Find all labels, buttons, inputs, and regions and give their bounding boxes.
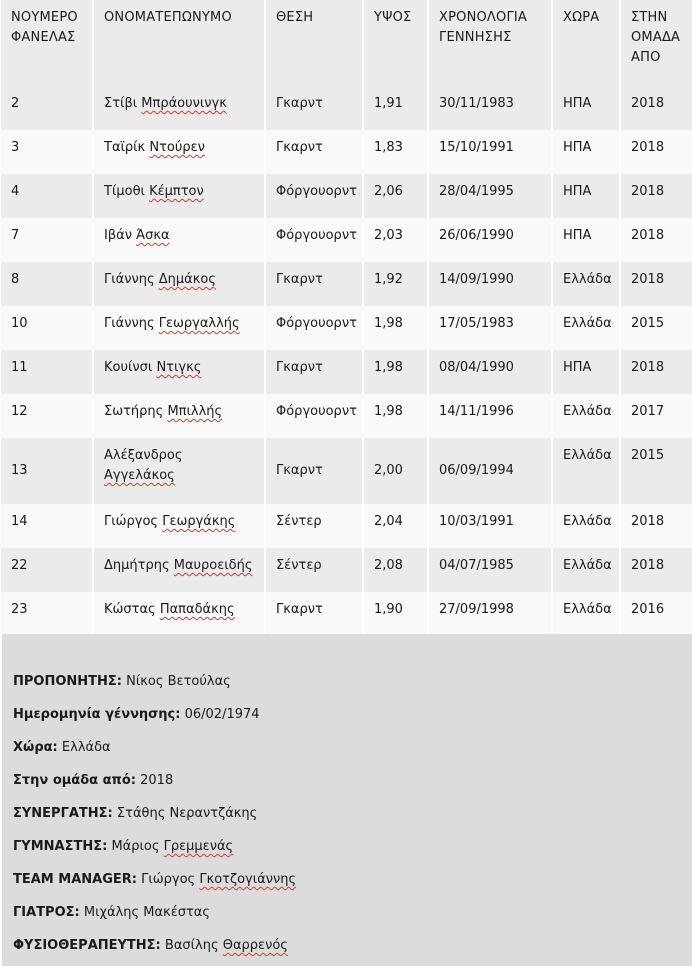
cell-number: 4 bbox=[1, 174, 92, 218]
table-row bbox=[1, 548, 692, 592]
player-first-name: Γιάννης bbox=[104, 316, 155, 331]
cell-position: Φόργουορντ bbox=[266, 394, 362, 438]
cell-birthdate: 14/11/1996 bbox=[429, 394, 551, 438]
table-row bbox=[1, 218, 692, 262]
player-first-name: Δημήτρης bbox=[104, 558, 170, 573]
player-last-name: Ντιγκς bbox=[156, 360, 202, 375]
cell-name bbox=[94, 438, 264, 504]
table-row bbox=[1, 504, 692, 548]
cell-country: Ελλάδα bbox=[553, 306, 619, 350]
player-last-name: Γεωργάκης bbox=[162, 514, 236, 529]
cell-country: ΗΠΑ bbox=[553, 350, 619, 394]
cell-height: 2,04 bbox=[364, 504, 427, 548]
cell-since: 2018 bbox=[621, 350, 692, 394]
cell-country: Ελλάδα bbox=[553, 504, 619, 548]
cell-since: 2017 bbox=[621, 394, 692, 438]
cell-position: Γκαρντ bbox=[266, 350, 362, 394]
cell-birthdate: 04/07/1985 bbox=[429, 548, 551, 592]
cell-position: Γκαρντ bbox=[266, 592, 362, 636]
player-first-name: Σωτήρης bbox=[104, 404, 164, 419]
staff-coach-country: Χώρα: Ελλάδα bbox=[13, 740, 111, 755]
player-last-name: Αγγελάκος bbox=[104, 468, 175, 483]
player-first-name: Κώστας bbox=[104, 602, 156, 617]
staff-panel bbox=[2, 634, 692, 966]
cell-birthdate: 26/06/1990 bbox=[429, 218, 551, 262]
cell-name bbox=[94, 218, 264, 262]
cell-name bbox=[94, 592, 264, 636]
staff-coach: ΠΡΟΠΟΝΗΤΗΣ: Νίκος Βετούλας bbox=[13, 674, 231, 689]
staff-coach-birthdate: Ημερομηνία γέννησης: 06/02/1974 bbox=[13, 707, 260, 722]
cell-position: Φόργουορντ bbox=[266, 218, 362, 262]
cell-birthdate: 28/04/1995 bbox=[429, 174, 551, 218]
header-row bbox=[1, 0, 692, 86]
player-first-name: Κουίνσι bbox=[104, 360, 153, 375]
staff-doctor: ΓΙΑΤΡΟΣ: Μιχάλης Μακέστας bbox=[13, 905, 210, 920]
cell-height: 1,98 bbox=[364, 350, 427, 394]
staff-physio: ΦΥΣΙΟΘΕΡΑΠΕΥΤΗΣ: Βασίλης Θαρρενός bbox=[13, 938, 288, 953]
cell-number: 23 bbox=[1, 592, 92, 636]
cell-country: Ελλάδα bbox=[553, 394, 619, 438]
player-first-name: Γιάννης bbox=[104, 272, 155, 287]
cell-position: Φόργουορντ bbox=[266, 306, 362, 350]
cell-since: 2018 bbox=[621, 86, 692, 130]
table-row bbox=[1, 394, 692, 438]
cell-name bbox=[94, 306, 264, 350]
header-name: ΟΝΟΜΑΤΕΠΩΝΥΜΟ bbox=[94, 0, 264, 86]
cell-height: 1,90 bbox=[364, 592, 427, 636]
player-first-name: Γιώργος bbox=[104, 514, 159, 529]
cell-country: ΗΠΑ bbox=[553, 218, 619, 262]
cell-number: 7 bbox=[1, 218, 92, 262]
table-row bbox=[1, 438, 692, 504]
cell-since: 2018 bbox=[621, 504, 692, 548]
cell-height: 1,98 bbox=[364, 394, 427, 438]
table-row bbox=[1, 86, 692, 130]
cell-number: 3 bbox=[1, 130, 92, 174]
cell-birthdate: 08/04/1990 bbox=[429, 350, 551, 394]
cell-height: 2,03 bbox=[364, 218, 427, 262]
cell-birthdate: 15/10/1991 bbox=[429, 130, 551, 174]
cell-birthdate: 10/03/1991 bbox=[429, 504, 551, 548]
cell-country: Ελλάδα bbox=[553, 438, 619, 504]
header-country: ΧΩΡΑ bbox=[553, 0, 619, 86]
player-last-name: Μαυροειδής bbox=[173, 558, 253, 573]
header-since: ΣΤΗΝ ΟΜΑΔΑ ΑΠΟ bbox=[621, 0, 692, 86]
cell-country: ΗΠΑ bbox=[553, 86, 619, 130]
cell-name bbox=[94, 130, 264, 174]
player-first-name: Ταϊρίκ bbox=[104, 140, 146, 155]
cell-since: 2015 bbox=[621, 306, 692, 350]
cell-number: 22 bbox=[1, 548, 92, 592]
cell-country: Ελλάδα bbox=[553, 262, 619, 306]
cell-since: 2018 bbox=[621, 262, 692, 306]
cell-position: Σέντερ bbox=[266, 504, 362, 548]
cell-height: 2,00 bbox=[364, 438, 427, 504]
cell-birthdate: 06/09/1994 bbox=[429, 438, 551, 504]
staff-coach-since: Στην ομάδα από: 2018 bbox=[13, 773, 174, 788]
player-last-name: Άσκα bbox=[136, 228, 170, 243]
cell-name bbox=[94, 262, 264, 306]
table-row bbox=[1, 306, 692, 350]
cell-birthdate: 14/09/1990 bbox=[429, 262, 551, 306]
cell-number: 10 bbox=[1, 306, 92, 350]
table-row bbox=[1, 130, 692, 174]
cell-number: 12 bbox=[1, 394, 92, 438]
cell-height: 1,83 bbox=[364, 130, 427, 174]
table-row bbox=[1, 262, 692, 306]
cell-number: 14 bbox=[1, 504, 92, 548]
cell-number: 13 bbox=[1, 438, 92, 504]
cell-position: Σέντερ bbox=[266, 548, 362, 592]
cell-name bbox=[94, 504, 264, 548]
cell-height: 1,91 bbox=[364, 86, 427, 130]
player-last-name: Παπαδάκης bbox=[159, 602, 235, 617]
cell-since: 2018 bbox=[621, 548, 692, 592]
cell-name bbox=[94, 350, 264, 394]
player-first-name: Στίβι bbox=[104, 96, 138, 111]
staff-trainer: ΓΥΜΝΑΣΤΗΣ: Μάριος Γρεμμενάς bbox=[13, 839, 234, 854]
cell-position: Γκαρντ bbox=[266, 130, 362, 174]
cell-name bbox=[94, 174, 264, 218]
cell-country: Ελλάδα bbox=[553, 548, 619, 592]
cell-position: Γκαρντ bbox=[266, 86, 362, 130]
cell-height: 1,92 bbox=[364, 262, 427, 306]
cell-since: 2018 bbox=[621, 174, 692, 218]
cell-since: 2018 bbox=[621, 218, 692, 262]
cell-position: Γκαρντ bbox=[266, 438, 362, 504]
player-last-name: Ντούρεν bbox=[149, 140, 205, 155]
table-row bbox=[1, 592, 692, 636]
cell-position: Φόργουορντ bbox=[266, 174, 362, 218]
player-last-name: Δημάκος bbox=[158, 272, 216, 287]
cell-height: 2,06 bbox=[364, 174, 427, 218]
cell-number: 8 bbox=[1, 262, 92, 306]
cell-number: 11 bbox=[1, 350, 92, 394]
staff-assistant: ΣΥΝΕΡΓΑΤΗΣ: Στάθης Νεραντζάκης bbox=[13, 806, 258, 821]
player-first-name: Ιβάν bbox=[104, 228, 132, 243]
cell-birthdate: 30/11/1983 bbox=[429, 86, 551, 130]
cell-since: 2015 bbox=[621, 438, 692, 504]
cell-since: 2018 bbox=[621, 130, 692, 174]
cell-number: 2 bbox=[1, 86, 92, 130]
player-last-name: Μπράουνινγκ bbox=[141, 96, 227, 111]
cell-country: ΗΠΑ bbox=[553, 174, 619, 218]
header-height: ΥΨΟΣ bbox=[364, 0, 427, 86]
cell-height: 2,08 bbox=[364, 548, 427, 592]
cell-country: Ελλάδα bbox=[553, 592, 619, 636]
cell-birthdate: 17/05/1983 bbox=[429, 306, 551, 350]
cell-country: ΗΠΑ bbox=[553, 130, 619, 174]
header-position: ΘΕΣΗ bbox=[266, 0, 362, 86]
header-number: ΝΟΥΜΕΡΟ ΦΑΝΕΛΑΣ bbox=[1, 0, 92, 86]
cell-height: 1,98 bbox=[364, 306, 427, 350]
cell-name bbox=[94, 394, 264, 438]
player-first-name: Αλέξανδρος bbox=[104, 448, 183, 463]
table-row bbox=[1, 174, 692, 218]
cell-name bbox=[94, 548, 264, 592]
cell-birthdate: 27/09/1998 bbox=[429, 592, 551, 636]
player-last-name: Μπιλλής bbox=[167, 404, 223, 419]
player-first-name: Τίμοθι bbox=[104, 184, 145, 199]
staff-team-manager: TEAM MANAGER: Γιώργος Γκοτζογιάννης bbox=[13, 872, 297, 887]
cell-name bbox=[94, 86, 264, 130]
player-last-name: Γεωργαλλής bbox=[158, 316, 240, 331]
cell-position: Γκαρντ bbox=[266, 262, 362, 306]
player-last-name: Κέμπτον bbox=[149, 184, 204, 199]
cell-since: 2016 bbox=[621, 592, 692, 636]
header-birthdate: ΧΡΟΝΟΛΟΓΙΑ ΓΕΝΝΗΣΗΣ bbox=[429, 0, 551, 86]
table-row bbox=[1, 350, 692, 394]
